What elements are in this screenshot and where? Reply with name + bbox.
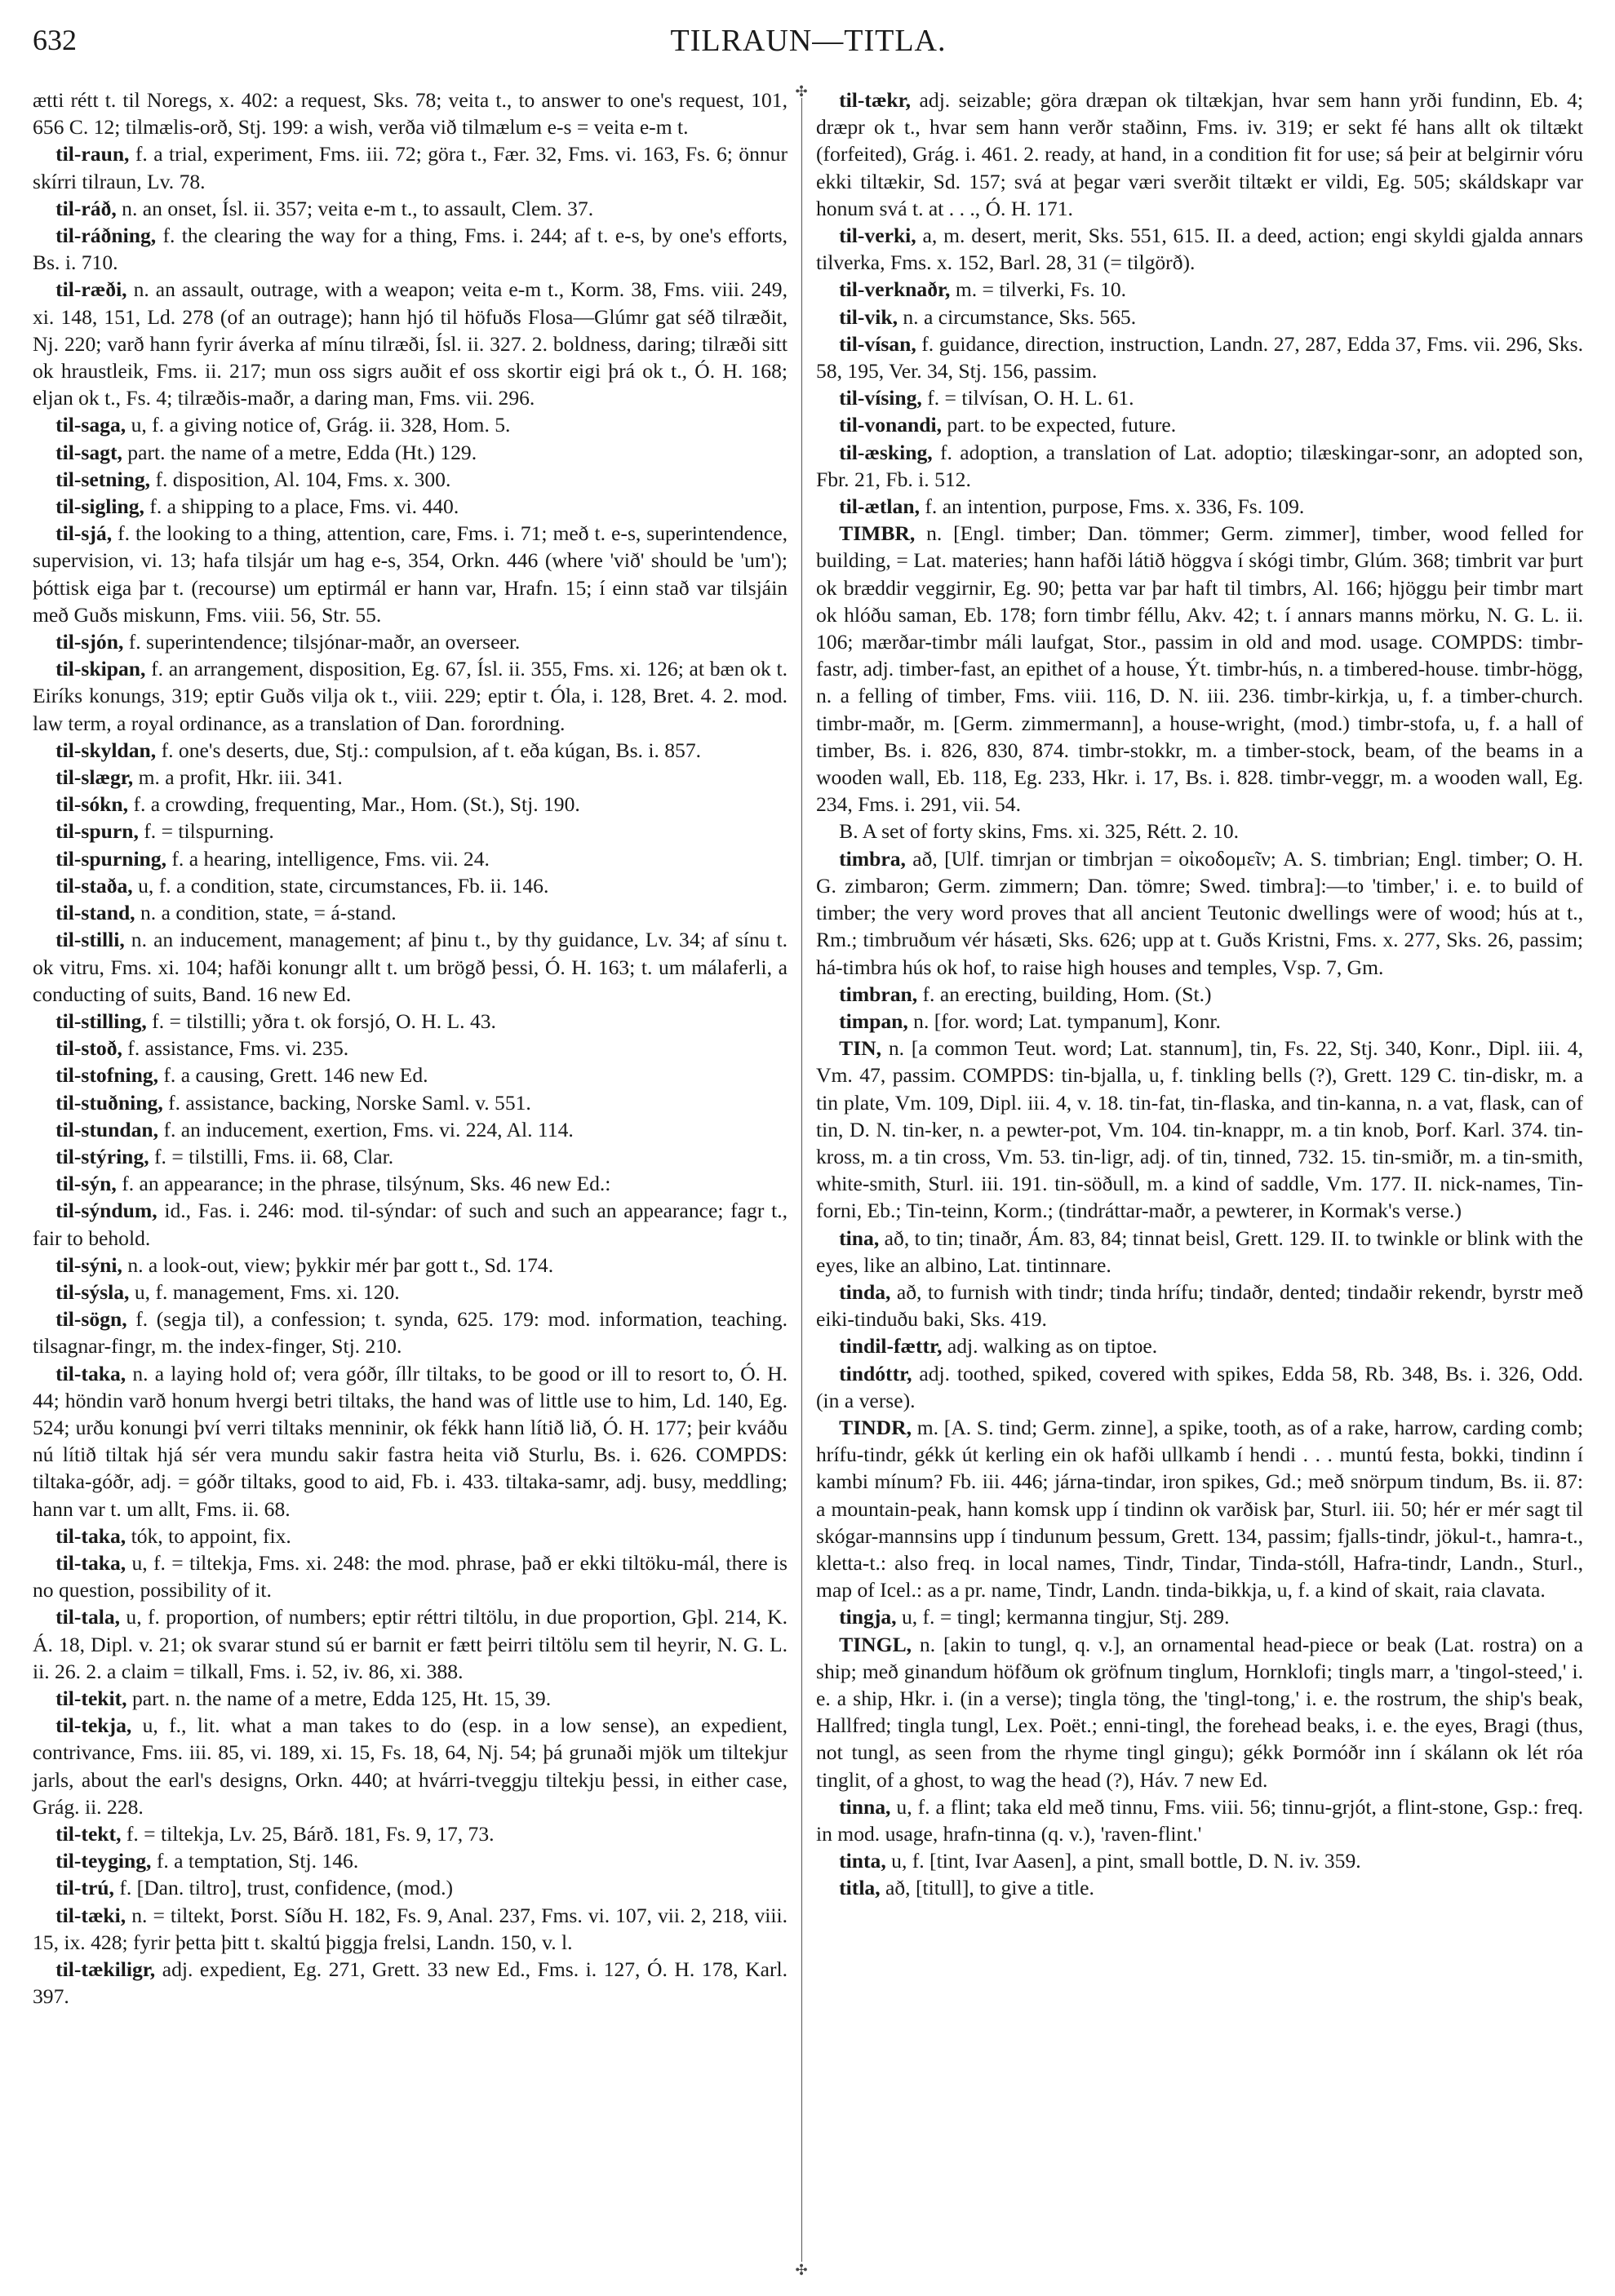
- entry-definition: f. a trial, experiment, Fms. iii. 72; göra t., Fær. 32, Fms. vi. 163, Fs. 6; önnur skírri tilraun, Lv. 78.: [33, 142, 788, 193]
- dictionary-entry: [816, 384, 1583, 411]
- dictionary-entry: [33, 1956, 788, 2010]
- dictionary-entry: [33, 1360, 788, 1523]
- entry-definition: adj. seizable; göra dræpan ok tiltækjan, hvar sem hann yrði fundinn, Eb. 4; dræpr ok t., hvar sem hann verðr staðinn, Fms. iv. 319; er sekt fé hans allt ok tiltækt (forfeited), Grág. i. 461. 2. ready, at hand, in a condition fit for use; sá þeir at belgirnir vóru ekki tiltækir, Sd. 157; svá at þegar væri sverðit tiltækt er vildi, Eg. 505; skáldskapr var honum svá t. at . . ., Ó. H. 171.: [816, 88, 1583, 220]
- dictionary-entry: [33, 1008, 788, 1035]
- dictionary-entry: [816, 1793, 1583, 1847]
- dictionary-entry: [33, 764, 788, 791]
- entry-definition: f. a hearing, intelligence, Fms. vii. 24.: [166, 846, 490, 871]
- entry-definition: f. assistance, Fms. vi. 235.: [122, 1036, 349, 1061]
- entry-definition: f. (segja til), a confession; t. synda, 625. 179: mod. information, teaching. tilsagnar-fingr, m. the index-finger, Stj. 210.: [33, 1307, 788, 1359]
- entry-definition: f. = tilspurning.: [138, 819, 274, 844]
- entry-headword: til-saga,: [55, 413, 126, 437]
- entry-definition: f. a causing, Grett. 146 new Ed.: [158, 1063, 428, 1088]
- entry-headword: til-stýring,: [55, 1144, 149, 1168]
- entry-headword: tinta,: [839, 1849, 886, 1873]
- entry-definition: f. = tilstilli, Fms. ii. 68, Clar.: [149, 1144, 394, 1168]
- dictionary-entry: [816, 1035, 1583, 1224]
- entry-headword: TINGL,: [839, 1632, 912, 1656]
- entry-headword: til-tekit,: [55, 1686, 127, 1710]
- entry-definition: n. = tiltekt, Þorst. Síðu H. 182, Fs. 9, Anal. 237, Fms. vi. 107, vii. 2, 218, viii. 15, ix. 428; fyrir þetta þitt t. skaltú þiggja frelsi, Landn. 150, v. l.: [33, 1903, 788, 1954]
- entry-headword: til-raun,: [55, 142, 130, 166]
- left-column: [33, 86, 788, 2010]
- entry-headword: til-taka,: [55, 1523, 126, 1548]
- entry-headword: til-sýni,: [55, 1252, 122, 1277]
- entry-headword: timpan,: [839, 1008, 908, 1033]
- dictionary-entry: [33, 1116, 788, 1143]
- entry-definition: a, m. desert, merit, Sks. 551, 615. II. a deed, action; engi skyldi gjalda annars tilverka, Fms. x. 152, Barl. 28, 31 (= tilgörð).: [816, 224, 1583, 275]
- entry-headword: til-tæki,: [55, 1903, 126, 1927]
- entry-definition: f. = tilvísan, O. H. L. 61.: [921, 386, 1134, 410]
- dictionary-entry: [816, 845, 1583, 981]
- entry-headword: til-stoð,: [55, 1036, 122, 1061]
- running-head: TILRAUN—TITLA.: [670, 24, 947, 58]
- dictionary-entry: [33, 520, 788, 628]
- entry-headword: til-sýn,: [55, 1172, 117, 1196]
- dictionary-entry: [33, 1902, 788, 1956]
- entry-definition: n. [for. word; Lat. tympanum], Konr.: [907, 1008, 1221, 1033]
- entry-headword: til-sögn,: [55, 1307, 127, 1332]
- entry-headword: til-stundan,: [55, 1117, 159, 1141]
- dictionary-entry: [33, 276, 788, 411]
- entry-definition: u, f. = tingl; kermanna tingjur, Stj. 289.: [896, 1605, 1230, 1629]
- dictionary-entry: [33, 1820, 788, 1847]
- entry-definition: f. superintendence; tilsjónar-maðr, an overseer.: [123, 630, 521, 654]
- dictionary-entry: [33, 845, 788, 872]
- dictionary-entry: [816, 1332, 1583, 1359]
- entry-headword: til-stofning,: [55, 1063, 159, 1088]
- dictionary-entry: [33, 1062, 788, 1088]
- dictionary-entry: [33, 628, 788, 655]
- entry-definition: f. = tiltekja, Lv. 25, Bárð. 181, Fs. 9, 17, 73.: [121, 1822, 495, 1846]
- entry-definition: n. [a common Teut. word; Lat. stannum], tin, Fs. 22, Stj. 340, Konr., Dipl. iii. 4, Vm. 47, passim. COMPDS: tin-bjalla, u, f. tinkling bells (?), Grett. 129 C. tin-diskr, m. a tin plate, Vm. 109, Dipl. iii. 4, v. 18. tin-fat, tin-flaska, and tin-kanna, n. a vat, flask, can of tin, D. N. tin-ker, n. a pewter-pot, Vm. 104. tin-knappr, m. a tin knob, Þorf. Karl. 374. tin-kross, m. a tin cross, Vm. 53. tin-ligr, adj. of tin, tinned, 732. 15. tin-smiðr, m. a tin-smith, white-smith, Sturl. iii. 191. tin-söðull, m. a kind of saddle, Vm. 177. II. nick-names, Tin-forni, Eb.; Tin-teinn, Korm.; (tindráttar-maðr, a pewterer, in Kormak's verse.): [816, 1036, 1583, 1223]
- dictionary-entry: [33, 1305, 788, 1359]
- entry-definition: f. the clearing the way for a thing, Fms. i. 244; af t. e-s, by one's efforts, Bs. i. 710.: [33, 224, 788, 275]
- dictionary-entry: [33, 411, 788, 438]
- dictionary-entry: [33, 818, 788, 844]
- dictionary-entry: [816, 493, 1583, 520]
- entry-definition: u, f. management, Fms. xi. 120.: [129, 1279, 400, 1304]
- dictionary-entry: [816, 439, 1583, 493]
- entry-definition: f. an inducement, exertion, Fms. vi. 224, Al. 114.: [158, 1117, 574, 1141]
- entry-headword: timbra,: [839, 846, 906, 871]
- entry-headword: til-sókn,: [55, 792, 129, 817]
- entry-headword: til-ráð,: [55, 196, 117, 220]
- entry-headword: tinna,: [839, 1794, 891, 1819]
- entry-headword: til-sagt,: [55, 440, 122, 464]
- entry-definition: m. a profit, Hkr. iii. 341.: [133, 765, 343, 790]
- entry-definition: n. a circumstance, Sks. 565.: [897, 304, 1137, 329]
- entry-definition: f. [Dan. tiltro], trust, confidence, (mod.): [113, 1876, 454, 1900]
- dictionary-entry: [816, 520, 1583, 818]
- dictionary-entry: [816, 1874, 1583, 1901]
- entry-definition: f. an erecting, building, Hom. (St.): [917, 982, 1212, 1006]
- entry-headword: til-trú,: [55, 1876, 114, 1900]
- entry-definition: n. an onset, Ísl. ii. 357; veita e-m t., to assault, Clem. 37.: [116, 196, 594, 220]
- entry-definition: u, f. proportion, of numbers; eptir réttri tiltölu, in due proportion, Gþl. 214, K. Á. 18, Dipl. v. 21; ok svarar stund sú er barnit er fætt þeirri tiltölu sem til heyrir, N. G. L. ii. 26. 2. a claim = tilkall, Fms. i. 52, iv. 86, xi. 388.: [33, 1605, 788, 1683]
- entry-definition: að, to tin; tinaðr, Ám. 83, 84; tinnat beisl, Grett. 129. II. to twinkle or blink with the eyes, like an albino, Lat. tintinnare.: [816, 1226, 1583, 1277]
- dictionary-entry: [816, 330, 1583, 384]
- entry-headword: til-tekja,: [55, 1713, 132, 1738]
- entry-headword: til-skyldan,: [55, 738, 157, 762]
- entry-headword: tingja,: [839, 1605, 897, 1629]
- entry-headword: til-spurn,: [55, 819, 139, 844]
- entry-headword: til-slægr,: [55, 765, 134, 790]
- entry-definition: f. a shipping to a place, Fms. vi. 440.: [144, 494, 459, 519]
- entry-definition: adj. toothed, spiked, covered with spikes, Edda 58, Rb. 348, Bs. i. 326, Odd. (in a verse).: [816, 1361, 1583, 1412]
- entry-headword: timbran,: [839, 982, 918, 1006]
- dictionary-entry: [33, 1847, 788, 1874]
- entry-headword: til-tekt,: [55, 1822, 122, 1846]
- divider-ornament-top-icon: ✣: [795, 83, 808, 100]
- entry-headword: til-setning,: [55, 467, 151, 491]
- entry-headword: til-ráðning,: [55, 224, 157, 248]
- entry-headword: til-verknaðr,: [839, 277, 951, 302]
- entry-definition: n. [Engl. timber; Dan. tömmer; Germ. zimmer], timber, wood felled for building, = Lat. materies; hann hafði látið höggva í skógi timbr, Glúm. 368; timbrit var þurt ok bræddir veggirnir, Eg. 90; þetta var þar haft til timbrs, Al. 166; hjöggu þeir timbr mart ok hlóðu saman, Eb. 178; forn timbr féllu, Akv. 42; t. í annars manns mörku, N. G. L. ii. 106; mærðar-timbr máli laufgat, Stor., passim in old and mod. usage. COMPDS: timbr-fastr, adj. timber-fast, an epithet of a house, Ýt. timbr-hús, n. a timbered-house. timbr-högg, n. a felling of timber, Fms. viii. 116, D. N. iii. 236. timbr-kirkja, u, f. a timber-church. timbr-maðr, m. [Germ. zimmermann], a house-wright, (mod.) timbr-stofa, u, f. a hall of timber, Bs. i. 826, 830, 874. timbr-stokkr, m. a timber-stock, beam, of the beams in a wooden wall, Eb. 118, Eg. 233, Hkr. i. 17, Bs. i. 828. timbr-veggr, m. a wooden wall, Eg. 234, Fms. i. 291, vii. 54.: [816, 521, 1583, 817]
- dictionary-entry: [33, 140, 788, 194]
- entry-definition: n. an inducement, management; af þinu t., by thy guidance, Lv. 34; af sínu t. ok vitru, Fms. xi. 104; hafði konungr allt t. um brögð þessi, Ó. H. 163; t. um málaferli, a conducting of suits, Band. 16 new Ed.: [33, 928, 788, 1006]
- entry-definition: f. the looking to a thing, attention, care, Fms. i. 71; með t. e-s, superintendence, supervision, vi. 13; hafa tilsjár um hag e-s, 354, Orkn. 446 (where 'við' should be 'um'); þóttisk eiga þar t. (recourse) um eptirmál er hann var, Hrafn. 15; í einn stað var tilsjáin með Guðs miskunn, Fms. viii. 56, Str. 55.: [33, 521, 788, 627]
- dictionary-entry: [816, 1360, 1583, 1414]
- entry-headword: til-sjón,: [55, 630, 124, 654]
- entry-definition: part. n. the name of a metre, Edda 125, Ht. 15, 39.: [126, 1686, 552, 1710]
- entry-headword: til-tækiligr,: [55, 1957, 156, 1982]
- entry-definition: að, [Ulf. timrjan or timbrjan = οἰκοδομεῖν; A. S. timbrian; Engl. timber; O. H. G. zimbaron; Germ. zimmern; Dan. tömre; Swed. timbra]:—to 'timber,' i. e. to build of timber; the very word proves that all ancient Teutonic dwellings were of wood; hús at t., Rm.; timbruðum vér hásæti, Sks. 626; upp at t. Guðs Kristni, Fms. x. 277, Sks. 26, passim; há-timbra hús ok hof, to raise high houses and temples, Vsp. 7, Gm.: [816, 846, 1583, 979]
- entry-headword: til-æsking,: [839, 440, 933, 464]
- entry-headword: til-taka,: [55, 1361, 126, 1385]
- dictionary-entry: [33, 493, 788, 520]
- dictionary-entry: [33, 1170, 788, 1197]
- entry-headword: til-tala,: [55, 1605, 121, 1629]
- entry-headword: TINDR,: [839, 1415, 912, 1439]
- entry-headword: til-tækr,: [839, 88, 912, 112]
- entry-definition: n. [akin to tungl, q. v.], an ornamental head-piece or beak (Lat. rostra) on a ship; með ginandum höfðum ok gröfnum tinglum, Hornklofi; tingls marr, a 'tingol-steed,' i. e. a ship, Hkr. i. (in a verse); tingla töng, the 'tingl-tong,' i. e. the rostrum, the ship's beak, Hallfred; tingla tungl, Lex. Poët.; enni-tingl, the forehead beaks, i. e. the eyes, Bragi (thus, not tungl, as seen from the rhyme tingl gingu); gékk Þormóðr inn í skálann ok lét róa tinglit, of a ghost, to wag the head (?), Háv. 7 new Ed.: [816, 1632, 1583, 1792]
- entry-definition: adj. expedient, Eg. 271, Grett. 33 new Ed., Fms. i. 127, Ó. H. 178, Karl. 397.: [33, 1957, 788, 2009]
- entry-definition: f. an appearance; in the phrase, tilsýnum, Sks. 46 new Ed.:: [116, 1172, 611, 1196]
- dictionary-entry: [816, 1414, 1583, 1603]
- dictionary-entry: [816, 1279, 1583, 1332]
- entry-headword: til-vik,: [839, 304, 898, 329]
- entry-definition: f. assistance, backing, Norske Saml. v. 551.: [162, 1090, 531, 1115]
- divider-ornament-bottom-icon: ✣: [795, 2262, 808, 2278]
- dictionary-entry: [816, 86, 1583, 222]
- entry-definition: f. an intention, purpose, Fms. x. 336, Fs. 109.: [919, 494, 1305, 519]
- entry-definition: f. guidance, direction, instruction, Landn. 27, 287, Edda 37, Fms. vii. 296, Sks. 58, 195, Ver. 34, Stj. 156, passim.: [816, 331, 1583, 383]
- entry-headword: til-stand,: [55, 901, 135, 925]
- entry-headword: tindil-fættr,: [839, 1334, 943, 1359]
- dictionary-entry: [816, 1847, 1583, 1874]
- entry-headword: til-stuðning,: [55, 1090, 163, 1115]
- entry-headword: til-teyging,: [55, 1849, 152, 1873]
- entry-definition: part. to be expected, future.: [942, 413, 1177, 437]
- entry-definition: f. a crowding, frequenting, Mar., Hom. (St.), Stj. 190.: [128, 792, 580, 817]
- entry-headword: til-skipan,: [55, 657, 146, 681]
- entry-headword: til-ræði,: [55, 277, 127, 302]
- entry-definition: u, f., lit. what a man takes to do (esp. in a low sense), an expedient, contrivance, Fms. iii. 85, vi. 189, xi. 15, Fs. 18, 64, Nj. 54; þá grunaði mjök um tiltekjur jarls, about the earl's designs, Orkn. 440; at hvárri-tveggju tiltekju þessi, in either case, Grág. ii. 228.: [33, 1713, 788, 1819]
- entry-definition: n. a condition, state, = á-stand.: [135, 901, 397, 925]
- entry-definition: u, f. a flint; taka eld með tinnu, Fms. viii. 56; tinnu-grjót, a flint-stone, Gsp.: freq. in mod. usage, hrafn-tinna (q. v.), 'raven-flint.': [816, 1794, 1583, 1846]
- page-header: [33, 23, 1584, 64]
- page-number: 632: [33, 24, 77, 56]
- dictionary-entry: [33, 195, 788, 222]
- dictionary-entry: [33, 1279, 788, 1305]
- dictionary-entry: [33, 655, 788, 737]
- entry-definition: id., Fas. i. 246: mod. til-sýndar: of such and such an appearance; fagr t., fair to behold.: [33, 1199, 788, 1250]
- entry-headword: til-staða,: [55, 873, 133, 898]
- entry-headword: tina,: [839, 1226, 880, 1250]
- entry-headword: titla,: [839, 1876, 881, 1900]
- entry-definition: n. a laying hold of; vera góðr, íllr tiltaks, to be good or ill to resort to, Ó. H. 44; höndin varð honum hvergi betri tiltaks, the hand was of little use to him, Ld. 140, Eg. 524; urðu konungi því verri tiltaks menninir, ok fékk hann lítið lið, Ó. H. 177; þeir kváðu nú lítið tiltak hjá sér vera mundu sakir fastra heita við Sturlu, Bs. i. 626. COMPDS: tiltaka-góðr, adj. = góðr tiltaks, good to aid, Fb. i. 433. tiltaka-samr, adj. busy, meddling; hann var t. um allt, Fms. ii. 68.: [33, 1361, 788, 1521]
- dictionary-entry: [816, 1631, 1583, 1793]
- dictionary-entry: [816, 981, 1583, 1008]
- entry-definition: u, f. [tint, Ivar Aasen], a pint, small bottle, D. N. iv. 359.: [885, 1849, 1361, 1873]
- entry-definition: B. A set of forty skins, Fms. xi. 325, Rétt. 2. 10.: [839, 819, 1240, 844]
- dictionary-entry: [33, 1252, 788, 1279]
- entry-definition: að, to furnish with tindr; tinda hrífu; tindaðr, dented; tindaðir rekendr, byrstr með eiki-tinduðu baki, Sks. 419.: [816, 1279, 1583, 1332]
- entry-headword: til-vísan,: [839, 331, 916, 356]
- entry-definition: m. = tilverki, Fs. 10.: [950, 277, 1127, 302]
- dictionary-entry: [33, 926, 788, 1008]
- entry-definition: f. adoption, a translation of Lat. adoptio; tilæskingar-sonr, an adopted son, Fbr. 21, Fb. i. 512.: [816, 440, 1583, 491]
- dictionary-entry: [33, 791, 788, 818]
- dictionary-entry: [33, 1874, 788, 1901]
- dictionary-entry: [33, 1089, 788, 1116]
- dictionary-entry: [33, 86, 788, 140]
- entry-headword: til-sjá,: [55, 521, 113, 546]
- dictionary-entry: [33, 1712, 788, 1820]
- entry-definition: f. a temptation, Stj. 146.: [151, 1849, 359, 1873]
- entry-definition: að, [titull], to give a title.: [880, 1876, 1094, 1900]
- dictionary-entry: [33, 466, 788, 493]
- entry-definition: ætti rétt t. til Noregs, x. 402: a request, Sks. 78; veita t., to answer to one's request, 101, 656 C. 12; tilmælis-orð, Stj. 199: a wish, verða við tilmælum e-s = veita e-m t.: [33, 88, 788, 140]
- dictionary-entry: [33, 872, 788, 899]
- entry-definition: f. an arrangement, disposition, Eg. 67, Ísl. ii. 355, Fms. xi. 126; at bæn ok t. Eiríks konungs, 319; eptir Guðs vilja ok t., viii. 229; eptir t. Óla, i. 128, Bret. 4. 2. mod. law term, a royal ordinance, as a translation of Dan. forordning.: [33, 657, 788, 735]
- dictionary-entry: [816, 276, 1583, 303]
- entry-headword: til-ætlan,: [839, 494, 920, 519]
- entry-headword: til-verki,: [839, 224, 916, 248]
- dictionary-entry: [33, 1197, 788, 1251]
- column-divider: [801, 91, 802, 2262]
- entry-headword: TIMBR,: [839, 521, 916, 546]
- entry-definition: u, f. a condition, state, circumstances, Fb. ii. 146.: [132, 873, 549, 898]
- entry-definition: part. the name of a metre, Edda (Ht.) 129.: [122, 440, 477, 464]
- dictionary-entry: [33, 222, 788, 276]
- entry-definition: n. a look-out, view; þykkir mér þar gott t., Sd. 174.: [122, 1252, 554, 1277]
- dictionary-entry: [816, 411, 1583, 438]
- dictionary-entry: [816, 1008, 1583, 1035]
- entry-headword: til-sýsla,: [55, 1279, 130, 1304]
- dictionary-entry: [33, 1523, 788, 1549]
- dictionary-entry: [816, 222, 1583, 276]
- entry-definition: f. one's deserts, due, Stj.: compulsion, af t. eða kúgan, Bs. i. 857.: [156, 738, 702, 762]
- dictionary-entry: [816, 1225, 1583, 1279]
- dictionary-entry: [33, 899, 788, 926]
- dictionary-entry: [33, 1035, 788, 1062]
- dictionary-entry: [33, 1549, 788, 1603]
- entry-definition: n. an assault, outrage, with a weapon; veita e-m t., Korm. 38, Fms. viii. 249, xi. 148, 151, Ld. 278 (of an outrage); hann hjó til höfuðs Flosa—Glúmr gat séð tilræðit, Nj. 220; varð hann fyrir áverka af mínu tilræði, Ísl. ii. 327. 2. boldness, daring; tilræði sitt ok hraustleik, Fms. ii. 217; mun oss sigrs auðit ef oss skortir eigi þrá ok t., Ó. H. 168; eljan ok t., Fs. 4; tilræðis-maðr, a daring man, Fms. vii. 296.: [33, 277, 788, 410]
- entry-headword: til-sigling,: [55, 494, 144, 519]
- dictionary-entry: [816, 818, 1583, 844]
- entry-headword: til-vísing,: [839, 386, 922, 410]
- entry-definition: f. = tilstilli; yðra t. ok forsjó, O. H. L. 43.: [146, 1008, 496, 1033]
- dictionary-entry: [33, 1685, 788, 1712]
- dictionary-entry: [816, 304, 1583, 330]
- entry-headword: TIN,: [839, 1036, 882, 1061]
- dictionary-entry: [33, 1603, 788, 1685]
- entry-headword: tinda,: [839, 1279, 891, 1304]
- entry-headword: tindóttr,: [839, 1361, 912, 1385]
- dictionary-entry: [33, 1143, 788, 1170]
- entry-headword: til-spurning,: [55, 846, 166, 871]
- entry-headword: til-stilli,: [55, 928, 125, 952]
- entry-definition: adj. walking as on tiptoe.: [942, 1334, 1158, 1359]
- entry-definition: f. disposition, Al. 104, Fms. x. 300.: [150, 467, 451, 491]
- entry-headword: til-vonandi,: [839, 413, 943, 437]
- entry-definition: m. [A. S. tind; Germ. zinne], a spike, tooth, as of a rake, harrow, carding comb; hrífu-tindr, gékk út kerling ein ok hafði ullkamb í hendi . . . muntú festa, bokki, tindinn í kambi mínum? Fb. iii. 446; járna-tindar, iron spikes, Gd.; með snörpum tindum, Bs. ii. 87: a mountain-peak, hann komsk upp í tindinn ok varðisk þar, Sturl. iii. 50; hér er mér sagt til skógar-mannsins upp í tindunum þessum, Grett. 134, passim; fjalls-tindr, jökul-t., hamra-t., kletta-t.: also freq. in local names, Tindr, Tindar, Tinda-stóll, Hafra-tindr, Landn., Sturl., map of Icel.: as a pr. name, Tindr, Landn. tinda-bikkja, u, f. a kind of skait, raia clavata.: [816, 1415, 1583, 1602]
- entry-definition: tók, to appoint, fix.: [126, 1523, 291, 1548]
- entry-definition: u, f. a giving notice of, Grág. ii. 328, Hom. 5.: [126, 413, 511, 437]
- dictionary-entry: [816, 1603, 1583, 1630]
- entry-headword: til-stilling,: [55, 1008, 147, 1033]
- dictionary-entry: [33, 737, 788, 764]
- entry-definition: u, f. = tiltekja, Fms. xi. 248: the mod. phrase, það er ekki tiltöku-mál, there is no question, possibility of it.: [33, 1550, 788, 1602]
- entry-headword: til-sýndum,: [55, 1199, 158, 1223]
- dictionary-entry: [33, 439, 788, 466]
- entry-headword: til-taka,: [55, 1550, 126, 1575]
- right-column: [816, 86, 1583, 1902]
